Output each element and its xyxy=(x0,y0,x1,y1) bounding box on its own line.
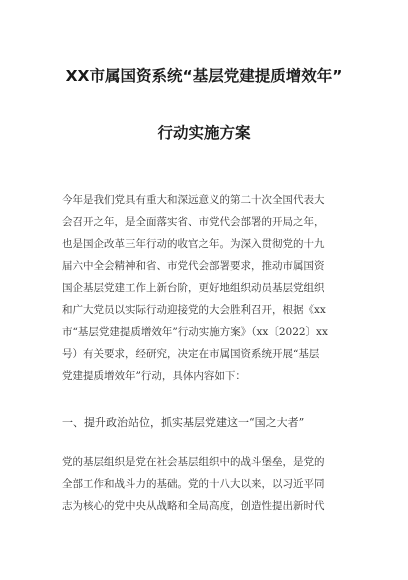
paragraph-line: 党建提质增效年”行动，具体内容如下： xyxy=(62,370,246,382)
paragraph-line: 和广大党员以实际行动迎接党的大会胜利召开，根据《xx xyxy=(62,304,326,316)
paragraph-line: 国企基层党建工作上新台阶，更好地组织动员基层党组织 xyxy=(62,282,325,294)
paragraph-line: 号）有关要求，经研究，决定在市属国资系统开展“基层 xyxy=(62,348,320,360)
paragraph-line: 会召开之年，是全面落实省、市党代会部署的开局之年， xyxy=(62,216,325,228)
document-title-line-2: 行动实施方案 xyxy=(157,124,251,142)
paragraph-line: 也是国企改革三年行动的收官之年。为深入贯彻党的十九 xyxy=(62,238,325,250)
document-title-line-1: XX市属国资系统“基层党建提质增效年” xyxy=(65,67,343,85)
paragraph-line: 志为核心的党中央从战略和全局高度，创造性提出新时代 xyxy=(62,500,325,512)
paragraph-line: 市“基层党建提质增效年”行动实施方案》（xx〔2022〕xx xyxy=(62,326,328,338)
paragraph-line: 届六中全会精神和省、市党代会部署要求，推动市属国资 xyxy=(62,260,325,272)
paragraph-line: 党的基层组织是党在社会基层组织中的战斗堡垒，是党的 xyxy=(62,456,325,468)
intro-paragraph xyxy=(62,189,350,387)
paragraph-line: 今年是我们党具有重大和深远意义的第二十次全国代表大 xyxy=(62,194,325,206)
section-paragraph xyxy=(62,451,350,517)
section-heading: 一、提升政治站位，抓实基层党建这一“国之大者” xyxy=(62,416,305,429)
paragraph-line: 全部工作和战斗力的基础。党的十八大以来，以习近平同 xyxy=(62,478,325,490)
